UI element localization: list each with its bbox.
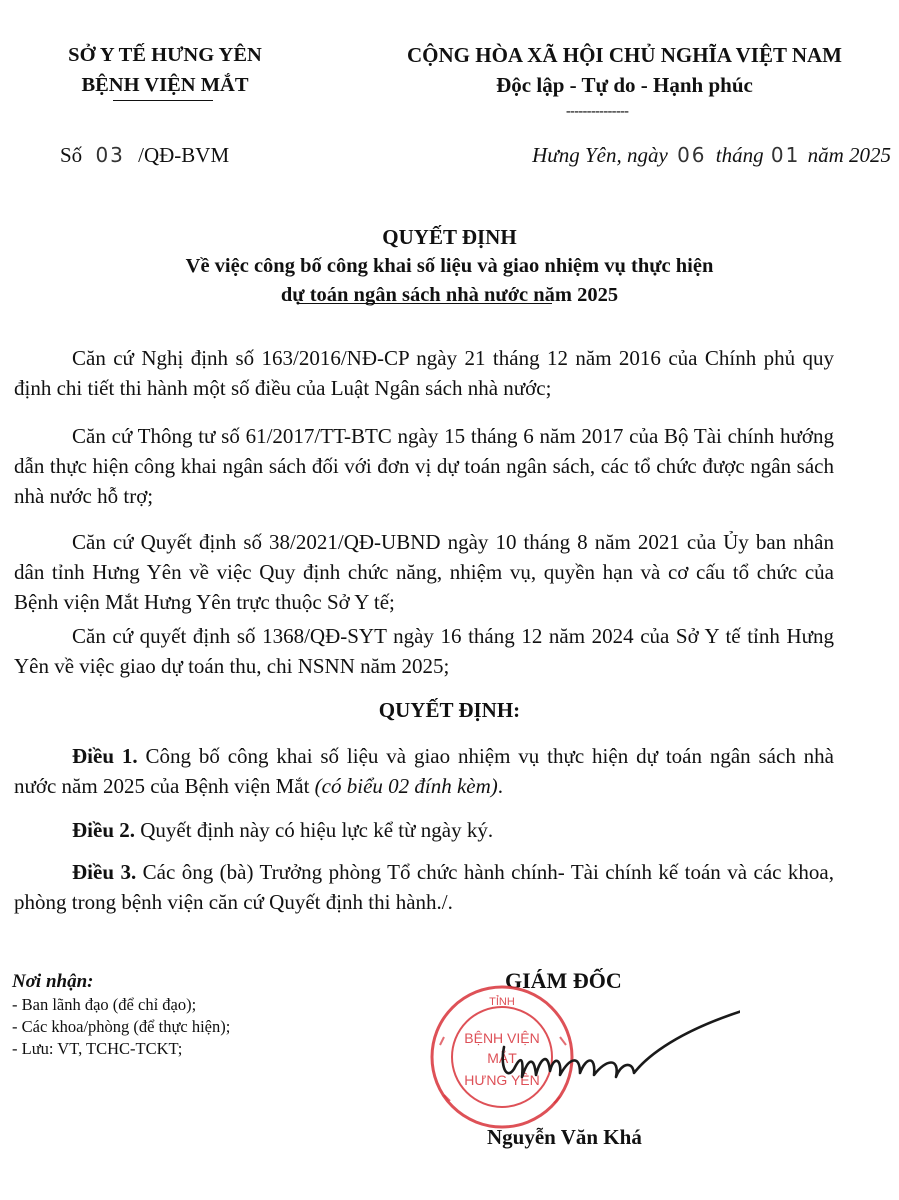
date-year: năm 2025 bbox=[807, 143, 891, 167]
seal-line-2: MẮT bbox=[487, 1050, 517, 1066]
decision-heading: QUYẾT ĐỊNH: bbox=[378, 698, 521, 722]
article-2-text: Quyết định này có hiệu lực kể từ ngày ký. bbox=[135, 818, 494, 842]
recipient-item: - Ban lãnh đạo (để chỉ đạo); bbox=[12, 995, 197, 1014]
national-motto: Độc lập - Tự do - Hạnh phúc bbox=[496, 73, 753, 97]
agency-name: BỆNH VIỆN MẮT bbox=[81, 74, 249, 96]
seal-line-3: HƯNG YÊN bbox=[464, 1072, 540, 1088]
date-place: Hưng Yên, ngày bbox=[532, 143, 668, 167]
signer-name: Nguyễn Văn Khá bbox=[487, 1125, 642, 1149]
article-2 bbox=[14, 815, 834, 845]
article-1-text: Công bố công khai số liệu và giao nhiệm vụ thực hiện dự toán ngân sách nhà nước năm 2025 của Bệnh viện Mắt bbox=[14, 744, 834, 798]
seal-top-text: TỈNH bbox=[489, 996, 515, 1008]
document-number bbox=[60, 143, 229, 168]
recipients-title: Nơi nhận: bbox=[12, 971, 94, 992]
agency-underline bbox=[113, 100, 213, 101]
recipient-item: - Các khoa/phòng (để thực hiện); bbox=[12, 1017, 231, 1036]
decision-title: QUYẾT ĐỊNH bbox=[382, 225, 517, 249]
seal-line-1: BỆNH VIỆN bbox=[464, 1030, 540, 1046]
document-number-suffix: /QĐ-BVM bbox=[138, 143, 230, 167]
date-month-label: tháng bbox=[715, 143, 764, 167]
date-month: 01 bbox=[770, 143, 801, 167]
article-1-label: Điều 1. bbox=[72, 744, 138, 768]
recipient-item: - Lưu: VT, TCHC-TCKT; bbox=[12, 1039, 183, 1058]
legal-basis-1: Căn cứ Nghị định số 163/2016/NĐ-CP ngày 21 tháng 12 năm 2016 của Chính phủ quy định chi tiết thi hành một số điều của Luật Ngân sách nhà nước; bbox=[14, 346, 834, 400]
decision-subject bbox=[0, 245, 899, 310]
motto-separator: --------------- bbox=[566, 104, 629, 119]
subject-line-2: dự toán ngân sách nhà nước năm 2025 bbox=[280, 284, 619, 306]
parent-agency: SỞ Y TẾ HƯNG YÊN bbox=[68, 44, 262, 66]
subject-line-1: Về việc công bố công khai số liệu và giao nhiệm vụ thực hiện bbox=[185, 255, 714, 277]
article-3-text: Các ông (bà) Trưởng phòng Tổ chức hành chính- Tài chính kế toán và các khoa, phòng trong bệnh viện căn cứ Quyết định thi hành./. bbox=[14, 860, 834, 914]
legal-basis-3: Căn cứ Quyết định số 38/2021/QĐ-UBND ngày 10 tháng 8 năm 2021 của Ủy ban nhân dân tỉnh Hưng Yên về việc Quy định chức năng, nhiệm vụ, quyền hạn và cơ cấu tổ chức của Bệnh viện Mắt Hưng Yên trực thuộc Sở Y tế; bbox=[14, 530, 834, 614]
national-header bbox=[352, 40, 897, 100]
seal-and-signature bbox=[420, 985, 740, 1135]
republic-title: CỘNG HÒA XÃ HỘI CHỦ NGHĨA VIỆT NAM bbox=[406, 43, 843, 67]
date-day: 06 bbox=[677, 143, 707, 167]
document-number-prefix: Số bbox=[60, 143, 83, 167]
title-underline bbox=[298, 303, 552, 304]
article-3-label: Điều 3. bbox=[72, 860, 137, 884]
document-date bbox=[532, 143, 891, 168]
document-number-value: 03 bbox=[95, 143, 125, 167]
issuing-agency bbox=[20, 40, 310, 100]
article-1: Điều 1. Công bố công khai số liệu và giao nhiệm vụ thực hiện dự toán ngân sách nhà nước năm 2025 của Bệnh viện Mắt (có biểu 02 đính kèm). bbox=[14, 744, 834, 798]
article-2-label: Điều 2. bbox=[72, 818, 135, 842]
legal-basis-2: Căn cứ Thông tư số 61/2017/TT-BTC ngày 15 tháng 6 năm 2017 của Bộ Tài chính hướng dẫn thực hiện công khai ngân sách đối với đơn vị dự toán ngân sách, các tổ chức được ngân sách nhà nước hỗ trợ; bbox=[14, 424, 834, 508]
article-3 bbox=[14, 857, 834, 917]
signer-position: GIÁM ĐỐC bbox=[505, 968, 622, 993]
article-1-note: (có biểu 02 đính kèm) bbox=[314, 774, 498, 798]
legal-basis-4: Căn cứ quyết định số 1368/QĐ-SYT ngày 16 tháng 12 năm 2024 của Sở Y tế tỉnh Hưng Yên về việc giao dự toán thu, chi NSNN năm 2025; bbox=[14, 624, 834, 678]
recipients-block bbox=[12, 970, 230, 1060]
